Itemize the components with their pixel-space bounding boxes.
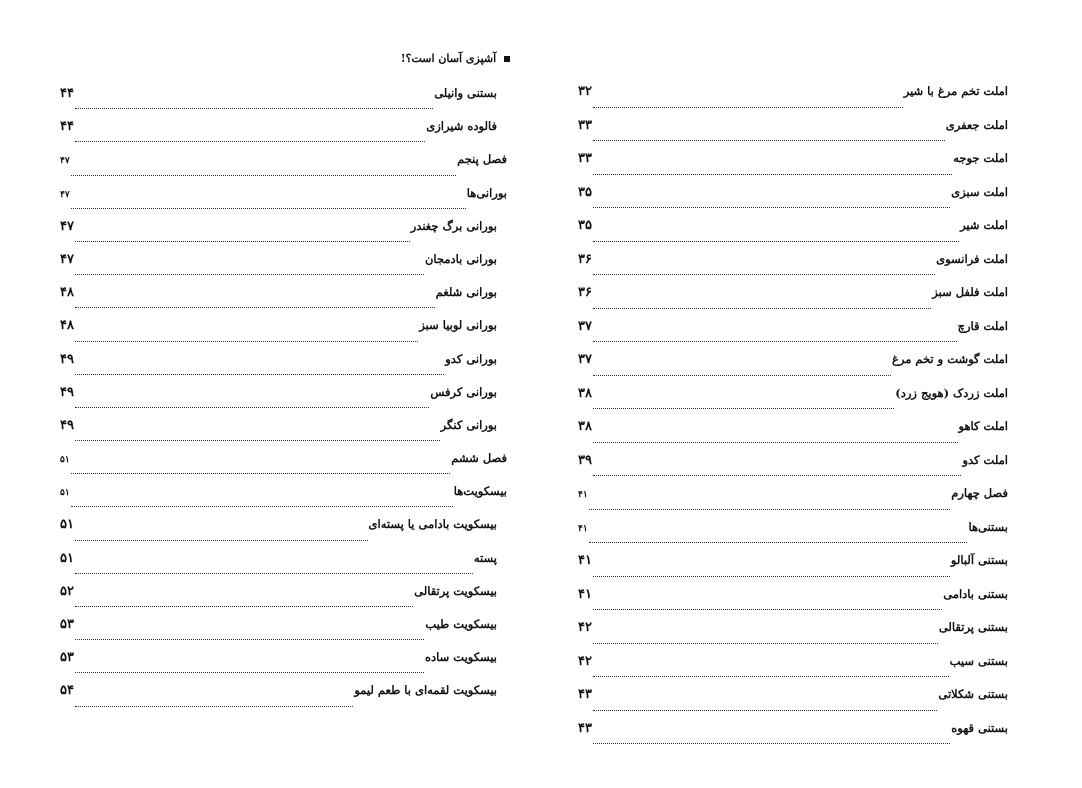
toc-entry-page-number: ۳۶	[578, 285, 592, 300]
toc-entry-title: املت کدو	[962, 452, 1008, 467]
toc-entry-title: بستنی شکلاتی	[938, 687, 1008, 701]
toc-entry-title: بیسکویت لقمه‌ای با طعم لیمو	[354, 683, 497, 698]
toc-entry-page-number: ۵۱	[60, 455, 70, 466]
dot-leader	[75, 108, 433, 109]
toc-entry-page-number: ۵۱	[60, 488, 70, 499]
toc-entry-title: بورانی‌ها	[466, 185, 507, 200]
toc-entry-page-number: ۴۱	[578, 553, 592, 568]
dot-leader	[593, 576, 950, 577]
toc-entry-title: بورانی لوبیا سبز	[419, 318, 497, 333]
dot-leader	[593, 710, 937, 711]
toc-entry[interactable]	[578, 587, 1008, 621]
toc-entry[interactable]	[60, 252, 507, 285]
toc-entry[interactable]	[578, 520, 1008, 554]
dot-leader	[75, 573, 473, 574]
dot-leader	[593, 174, 952, 175]
dot-leader	[75, 407, 429, 408]
dot-leader	[75, 672, 424, 673]
toc-entry-page-number: ۴۹	[60, 417, 74, 433]
toc-entry-page-number: ۴۷	[60, 156, 70, 167]
toc-entry[interactable]	[60, 551, 507, 584]
toc-entry[interactable]	[60, 119, 507, 152]
toc-entry-title: املت قارچ	[957, 318, 1008, 333]
toc-entry[interactable]	[578, 687, 1008, 721]
toc-entry-page-number: ۳۷	[578, 352, 592, 367]
toc-entry-title: املت تخم مرغ با شیر	[903, 84, 1008, 98]
dot-leader	[593, 408, 894, 409]
toc-entry-page-number: ۳۷	[578, 318, 592, 334]
toc-entry-page-number: ۴۳	[578, 687, 592, 702]
dot-leader	[593, 207, 950, 208]
toc-entry-title: املت فلفل سبز	[932, 285, 1008, 299]
toc-entry-page-number: ۳۳	[578, 117, 592, 133]
toc-entry[interactable]	[60, 584, 507, 617]
toc-entry-page-number: ۴۳	[578, 720, 592, 736]
toc-entry[interactable]	[578, 285, 1008, 319]
toc-entry[interactable]	[60, 219, 507, 252]
toc-entry[interactable]	[578, 218, 1008, 252]
toc-entry[interactable]	[578, 453, 1008, 487]
dot-leader	[593, 442, 958, 443]
toc-entry-title: بورانی برگ چغندر	[410, 218, 497, 233]
toc-entry-page-number: ۳۸	[578, 419, 592, 434]
dot-leader	[75, 274, 424, 275]
toc-entry-title: بیسکویت بادامی یا پسته‌ای	[368, 517, 497, 532]
toc-entry-title: بیسکویت ساده	[424, 650, 497, 665]
toc-entry[interactable]	[60, 484, 507, 517]
toc-entry-page-number: ۴۷	[60, 251, 74, 267]
toc-entry-title: بستنی‌ها	[968, 519, 1008, 534]
toc-entry-page-number: ۴۹	[60, 351, 74, 367]
toc-entry-page-number: ۳۲	[578, 84, 592, 99]
toc-entry-title: بستنی پرتقالی	[938, 620, 1008, 634]
toc-entry-page-number: ۴۱	[578, 586, 592, 602]
toc-entry-page-number: ۳۹	[578, 452, 592, 468]
toc-entry-title: بیسکویت طیب	[425, 617, 497, 631]
dot-leader	[75, 141, 425, 142]
toc-entry-title: بورانی کنگر	[440, 417, 497, 432]
dot-leader	[593, 475, 962, 476]
dot-leader	[593, 743, 950, 744]
square-bullet-icon	[504, 56, 510, 62]
toc-entry-title: املت زردک (هویج زرد)	[895, 385, 1008, 400]
toc-entry-title: بستنی بادامی	[943, 586, 1008, 601]
toc-entry-page-number: ۴۷	[60, 189, 70, 200]
toc-entry-page-number: ۴۴	[60, 119, 74, 135]
toc-entry[interactable]	[60, 517, 507, 550]
toc-entry-page-number: ۳۵	[578, 184, 592, 200]
dot-leader	[75, 639, 424, 640]
toc-entry-title: بیسکویت پرتقالی	[414, 583, 497, 598]
toc-entry[interactable]	[578, 419, 1008, 453]
toc-entry-page-number: ۴۲	[578, 620, 592, 635]
dot-leader	[75, 341, 418, 342]
toc-entry-title: بورانی کرفس	[430, 384, 497, 399]
dot-leader	[593, 308, 931, 309]
toc-entry-title: بستنی آلبالو	[950, 553, 1008, 567]
dot-leader	[593, 241, 959, 242]
dot-leader	[593, 375, 891, 376]
toc-entry-page-number: ۳۳	[578, 151, 592, 166]
toc-column-right	[578, 84, 1008, 754]
dot-leader	[75, 374, 444, 375]
toc-entry[interactable]	[60, 683, 507, 716]
toc-entry[interactable]	[578, 620, 1008, 654]
toc-entry[interactable]	[60, 451, 507, 484]
toc-entry[interactable]	[578, 252, 1008, 286]
toc-entry[interactable]	[578, 185, 1008, 219]
running-header	[400, 52, 510, 65]
toc-entry[interactable]	[578, 151, 1008, 185]
dot-leader	[593, 341, 957, 342]
dot-leader	[593, 643, 938, 644]
toc-entry-title: املت سبزی	[951, 184, 1008, 199]
toc-entry-page-number: ۴۷	[60, 218, 74, 234]
toc-entry-title: املت گوشت و تخم مرغ	[891, 352, 1008, 366]
toc-entry-page-number: ۵۳	[60, 617, 74, 632]
toc-entry[interactable]	[578, 352, 1008, 386]
dot-leader	[589, 542, 968, 543]
toc-entry[interactable]	[60, 352, 507, 385]
toc-entry-page-number: ۴۱	[578, 523, 588, 534]
toc-entry-page-number: ۴۱	[578, 490, 588, 500]
toc-entry-title: بورانی کدو	[445, 351, 497, 366]
toc-entry-page-number: ۳۶	[578, 251, 592, 267]
toc-entry-page-number: ۴۸	[60, 318, 74, 334]
toc-entry[interactable]	[578, 553, 1008, 587]
toc-entry-title: بستنی سیب	[949, 653, 1008, 668]
dot-leader	[71, 473, 451, 474]
toc-entry-page-number: ۴۹	[60, 384, 74, 400]
toc-entry-page-number: ۴۸	[60, 285, 74, 301]
toc-entry[interactable]	[578, 386, 1008, 420]
toc-entry[interactable]	[60, 650, 507, 683]
toc-entry-page-number: ۵۳	[60, 650, 74, 666]
toc-entry-title: بورانی بادمجان	[424, 251, 497, 266]
dot-leader	[593, 676, 949, 677]
dot-leader	[75, 540, 368, 541]
toc-column-left	[60, 86, 507, 717]
dot-leader	[71, 175, 456, 176]
toc-entry[interactable]	[60, 318, 507, 351]
dot-leader	[75, 606, 413, 607]
toc-entry-title: بستنی قهوه	[951, 720, 1008, 735]
toc-entry-title: املت فرانسوی	[936, 251, 1008, 266]
dot-leader	[593, 107, 903, 108]
toc-entry-title: پسته	[473, 550, 497, 565]
toc-entry-title: بستنی وانیلی	[434, 86, 497, 100]
toc-entry-page-number: ۳۵	[578, 218, 592, 233]
toc-entry-title: املت شیر	[960, 218, 1008, 232]
toc-entry[interactable]	[578, 118, 1008, 152]
toc-entry-page-number: ۴۴	[60, 86, 74, 101]
toc-entry-title: املت جوجه	[953, 151, 1008, 165]
toc-entry[interactable]	[60, 152, 507, 185]
toc-entry[interactable]	[60, 418, 507, 451]
dot-leader	[71, 506, 453, 507]
dot-leader	[75, 307, 435, 308]
toc-entry[interactable]	[578, 486, 1008, 520]
toc-entry[interactable]	[578, 84, 1008, 118]
toc-entry[interactable]	[60, 86, 507, 119]
toc-entry[interactable]	[60, 617, 507, 650]
dot-leader	[593, 140, 945, 141]
toc-entry[interactable]	[60, 186, 507, 219]
dot-leader	[75, 241, 410, 242]
toc-entry-title: املت کاهو	[958, 419, 1008, 433]
toc-entry[interactable]	[578, 721, 1008, 755]
toc-entry-title: املت جعفری	[945, 117, 1008, 132]
toc-entry-page-number: ۵۱	[60, 517, 74, 533]
toc-entry-title: فالوده شیرازی	[426, 119, 497, 134]
toc-entry-page-number: ۵۱	[60, 550, 74, 566]
toc-entry-title: بورانی شلغم	[435, 285, 497, 300]
toc-entry-page-number: ۳۸	[578, 385, 592, 401]
dot-leader	[593, 274, 935, 275]
toc-entry-title: بیسکویت‌ها	[453, 484, 507, 499]
book-title: آشپزی آسان است؟!	[400, 52, 497, 65]
dot-leader	[75, 440, 440, 441]
toc-entry[interactable]	[578, 319, 1008, 353]
toc-entry-page-number: ۵۲	[60, 583, 74, 599]
toc-entry[interactable]	[60, 285, 507, 318]
dot-leader	[593, 609, 942, 610]
dot-leader	[71, 208, 466, 209]
toc-entry-title: فصل پنجم	[457, 152, 507, 167]
toc-entry-page-number: ۵۴	[60, 683, 74, 699]
toc-entry-page-number: ۴۲	[578, 653, 592, 669]
dot-leader	[75, 706, 353, 707]
toc-entry[interactable]	[60, 385, 507, 418]
dot-leader	[589, 509, 951, 510]
toc-entry-title: فصل ششم	[451, 451, 507, 466]
toc-entry-title: فصل چهارم	[951, 486, 1008, 500]
toc-entry[interactable]	[578, 654, 1008, 688]
